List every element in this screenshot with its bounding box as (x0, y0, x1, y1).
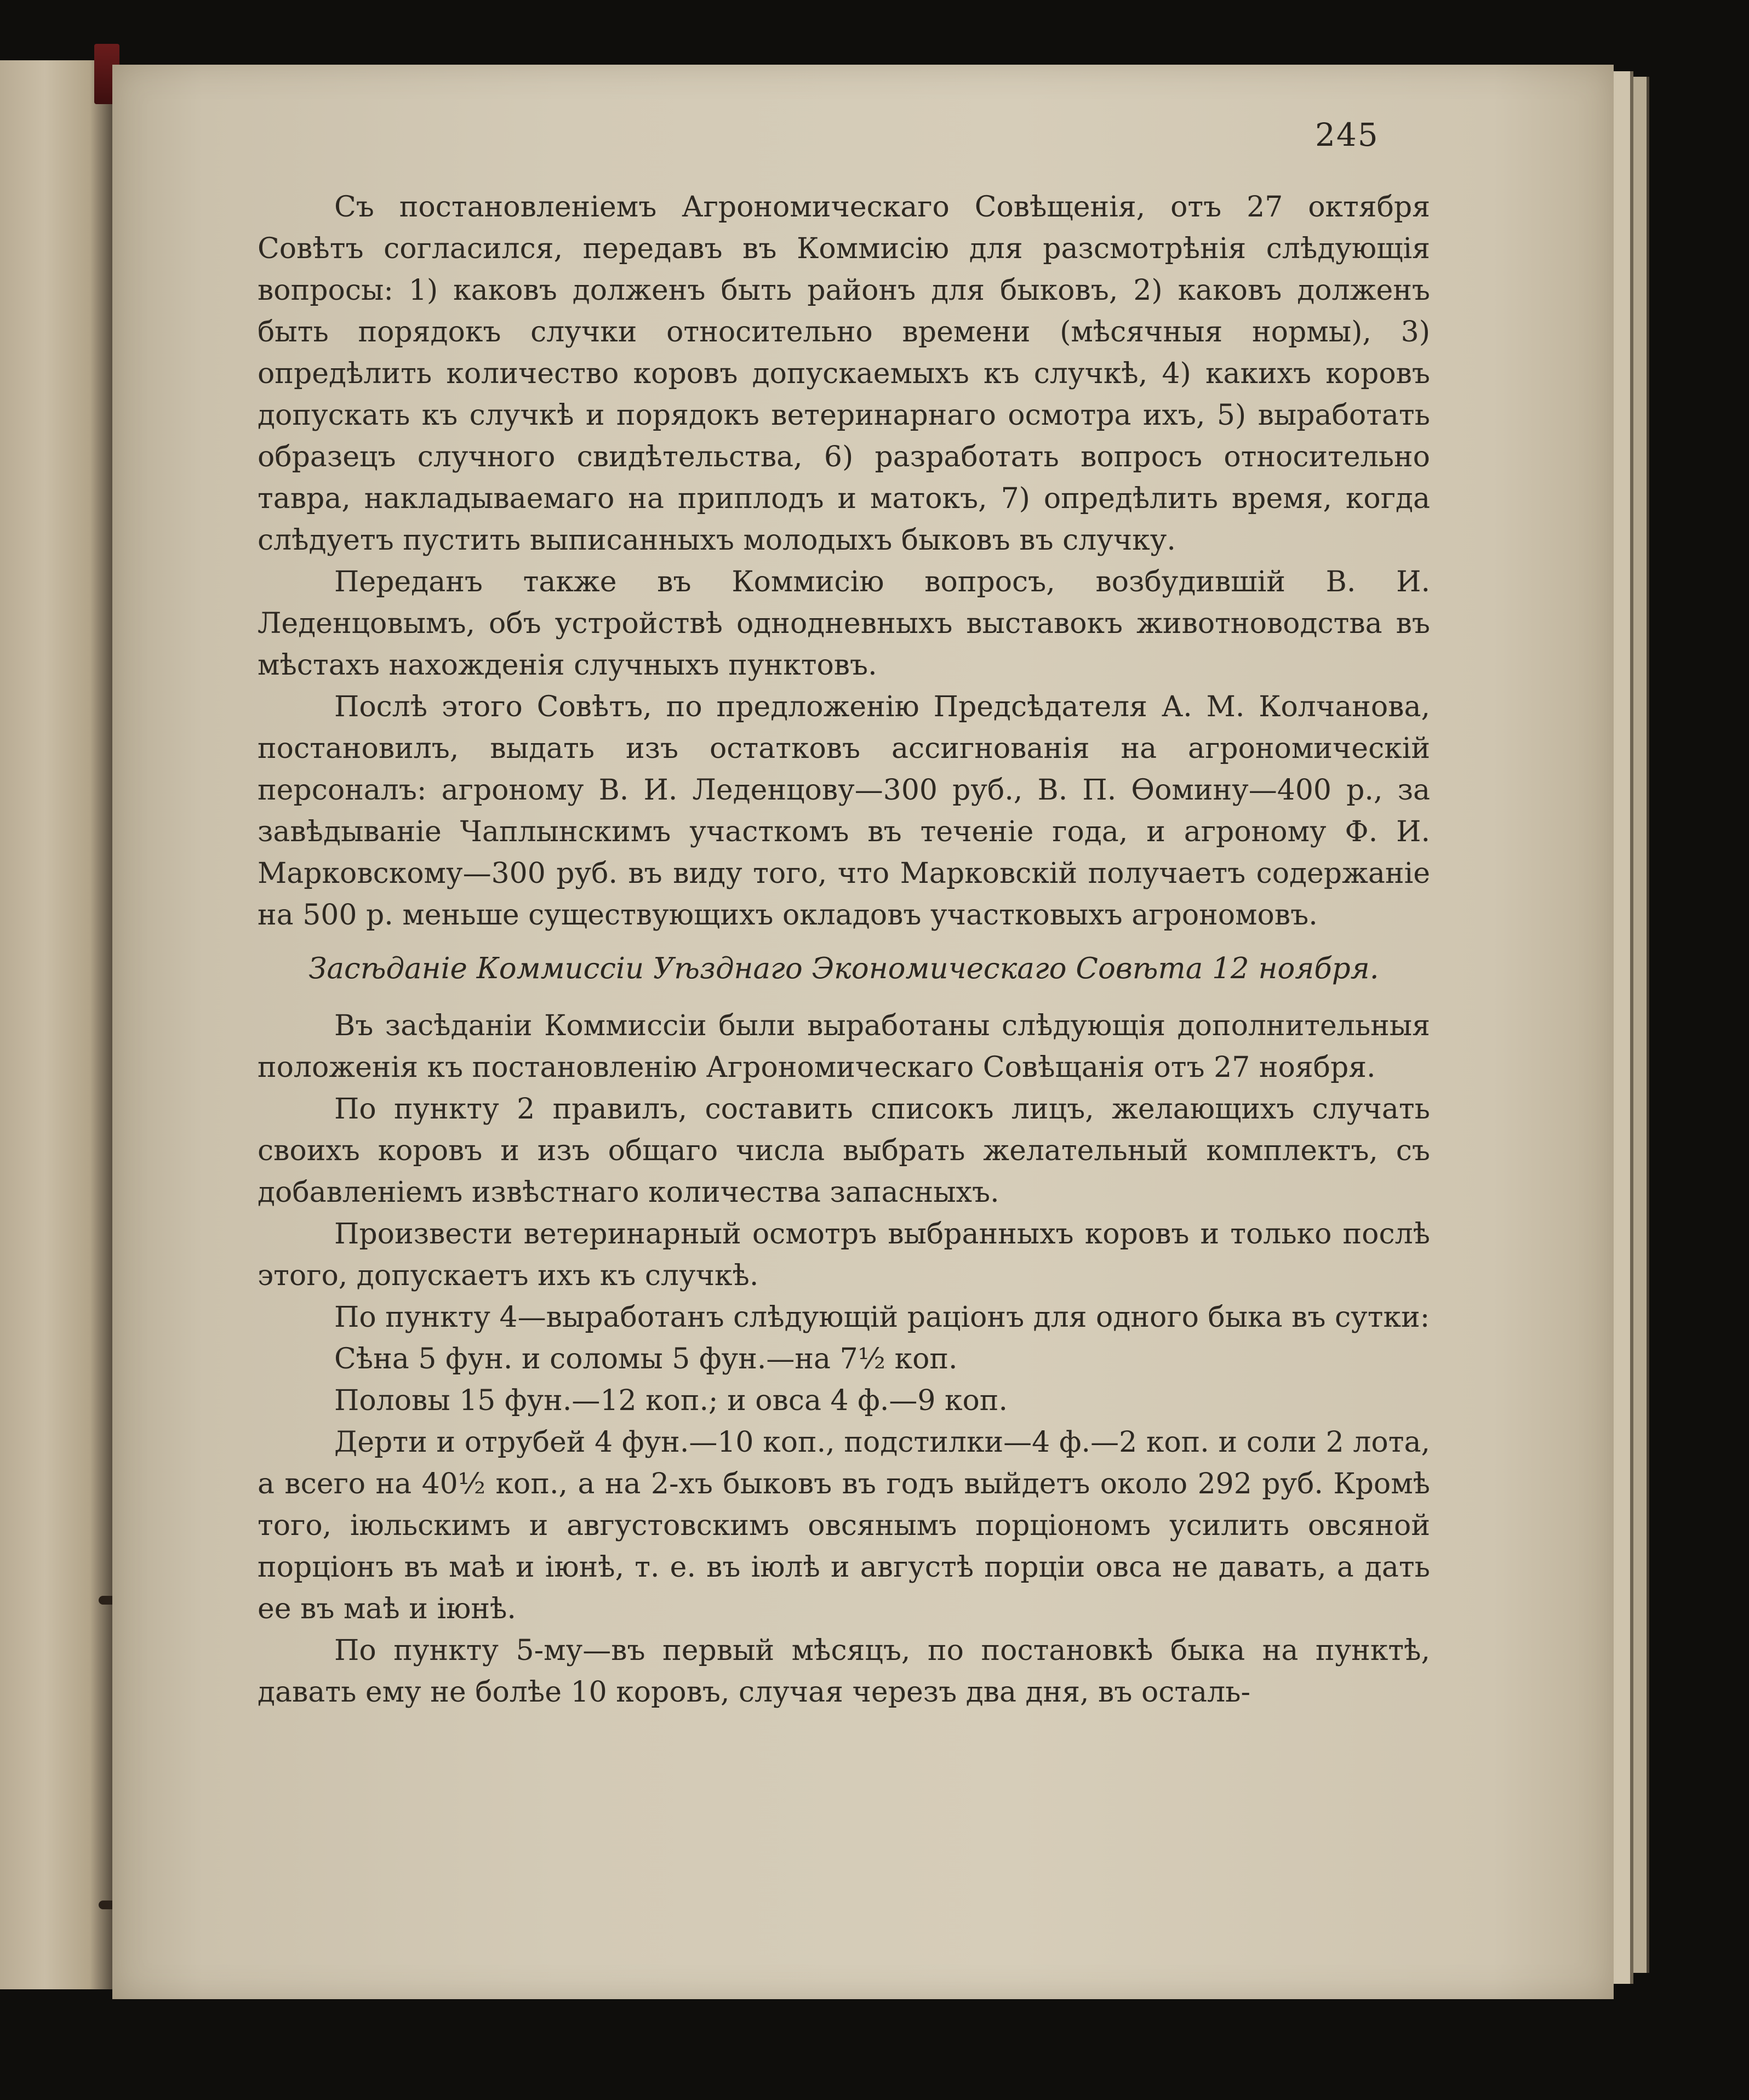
paragraph: Дерти и отрубей 4 фун.—10 коп., подстилки—4 ф.—2 коп. и соли 2 лота, а всего на 40½ коп., а на 2-хъ быковъ въ годъ выйдетъ около 292 руб. Кромѣ того, іюльскимъ и августовскимъ овсянымъ порціономъ усилить овсяной порціонъ въ маѣ и іюнѣ, т. е. въ іюлѣ и августѣ порціи овса не давать, а дать ее въ маѣ и іюнѣ. (258, 1426, 1430, 1625)
page-stack-edge (1633, 77, 1649, 1973)
page-body (258, 186, 1430, 1713)
paragraph: По пункту 5-му—въ первый мѣсяцъ, по постановкѣ быка на пунктѣ, давать ему не болѣе 10 коровъ, случая черезъ два дня, въ осталь- (258, 1634, 1430, 1709)
page-number: 245 (1315, 116, 1379, 153)
paragraph: Послѣ этого Совѣтъ, по предложенію Предсѣдателя А. М. Колчанова, постановилъ, выдать изъ остатковъ ассигнованія на агрономическій персоналъ: агроному В. И. Леденцову—300 руб., В. П. Ѳомину—400 р., за завѣдываніе Чаплынскимъ участкомъ въ теченіе года, и агроному Ф. И. Марковскому—300 руб. въ виду того, что Марковскій получаетъ содержаніе на 500 р. меньше существующихъ окладовъ участковыхъ агрономовъ. (258, 691, 1430, 932)
previous-page-edge (0, 60, 118, 1989)
ration-line: Сѣна 5 фун. и соломы 5 фун.—на 7½ коп. (334, 1343, 958, 1376)
paragraph: Въ засѣданіи Коммиссіи были выработаны слѣдующія дополнительныя положенія къ постановленію Агрономическаго Совѣщанія отъ 27 ноября. (258, 1009, 1430, 1084)
paragraph: Съ постановленіемъ Агрономическаго Совѣщенія, отъ 27 октября Совѣтъ согласился, передавъ въ Коммисію для разсмотрѣнія слѣдующія вопросы: 1) каковъ долженъ быть районъ для быковъ, 2) каковъ долженъ быть порядокъ случки относительно времени (мѣсячныя нормы), 3) опредѣлить количество коровъ допускаемыхъ къ случкѣ, 4) какихъ коровъ допускать къ случкѣ и порядокъ ветеринарнаго осмотра ихъ, 5) выработать образецъ случного свидѣтельства, 6) разработать вопросъ относительно тавра, накладываемаго на приплодъ и матокъ, 7) опредѣлить время, когда слѣдуетъ пустить выписанныхъ молодыхъ быковъ въ случку. (258, 191, 1430, 557)
ration-line: Половы 15 фун.—12 коп.; и овса 4 ф.—9 коп. (334, 1384, 1008, 1417)
page-stack-edge (1614, 71, 1633, 1984)
paragraph: Произвести ветеринарный осмотръ выбранныхъ коровъ и только послѣ этого, допускаетъ ихъ къ случкѣ. (258, 1218, 1430, 1292)
paragraph: По пункту 4—выработанъ слѣдующій раціонъ для одного быка въ сутки: (334, 1301, 1430, 1334)
section-heading: Засѣданіе Коммиссіи Уѣзднаго Экономическаго Совѣта 12 ноября. (308, 952, 1379, 985)
paragraph: Переданъ также въ Коммисію вопросъ, возбудившій В. И. Леденцовымъ, объ устройствѣ однодневныхъ выставокъ животноводства въ мѣстахъ нахожденія случныхъ пунктовъ. (258, 566, 1430, 682)
paragraph: По пункту 2 правилъ, составить списокъ лицъ, желающихъ случать своихъ коровъ и изъ общаго числа выбрать желательный комплектъ, съ добавленіемъ извѣстнаго количества запасныхъ. (258, 1093, 1430, 1209)
